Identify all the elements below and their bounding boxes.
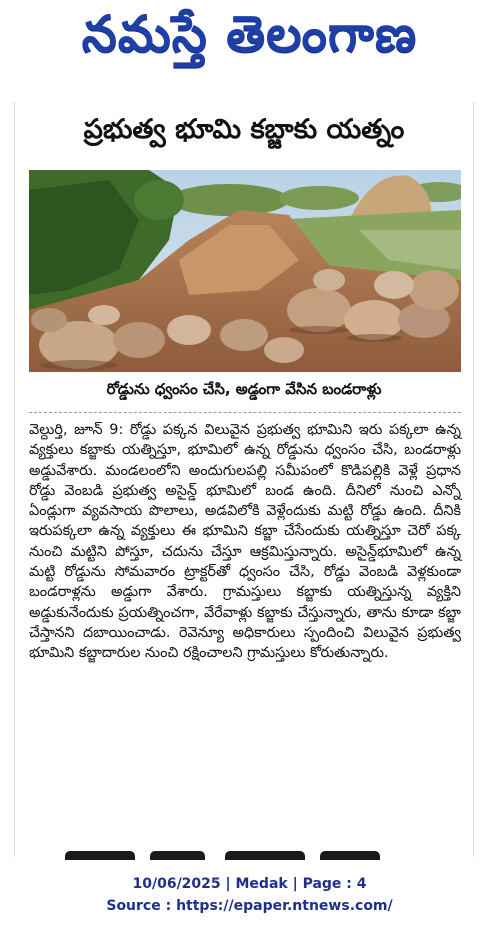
article-headline: ప్రభుత్వ భూమి కబ్జాకు యత్నం bbox=[83, 114, 405, 145]
next-headline-cutoff bbox=[55, 846, 415, 860]
caption-divider bbox=[29, 412, 461, 413]
masthead bbox=[0, 0, 499, 80]
article-clipping bbox=[14, 102, 474, 857]
newspaper-title: నమస్తే తెలంగాణ bbox=[81, 4, 418, 63]
article-body bbox=[29, 420, 461, 664]
source-url: Source : https://epaper.ntnews.com/ bbox=[106, 898, 393, 914]
source-footer bbox=[0, 873, 499, 917]
road-boulders-photo bbox=[29, 170, 461, 372]
date-edition-page: 10/06/2025 | Medak | Page : 4 bbox=[132, 876, 367, 892]
article-photo bbox=[29, 170, 461, 372]
article-paragraph: వెల్దుర్తి, జూన్ 9: రోడ్డు పక్కన విలువైన ప్రభుత్వ భూమిని ఇరు పక్కలా ఉన్న వ్యక్తులు కబ్జాకు యత్నిస్తూ, భూమిలో ఉన్న రోడ్డును ధ్వంసం చేసి, బండరాళ్లు అడ్డువేశారు. మండలంలోని అందుగులపల్లి సమీపంలో కొడిపల్లికి వెళ్లే ప్రధాన రోడ్డు వెంబడి ప్రభుత్వ అసైన్డ్ భూమిలో బండ ఉంది. దీనిలో నుంచి ఎన్నో ఏండ్లుగా వ్యవసాయ పొలాలు, అడవిలోకి వెళ్లేందుకు మట్టి రోడ్డు ఉంది. దీనికి ఇరుపక్కలా ఉన్న వ్యక్తులు ఈ భూమిని కబ్జా చేసేందుకు యత్నిస్తూ చెరో పక్క నుంచి మట్టిని పోస్తూ, చదును చేస్తూ ఆక్రమిస్తున్నారు. అసైన్డ్‌భూమిలో ఉన్న మట్టి రోడ్డును సోమవారం ట్రాక్టర్‌తో ధ్వంసం చేసి, రోడ్డు వెంబడి వెళ్లకుండా బండరాళ్లను అడ్డుగా వేశారు. గ్రామస్తులు కబ్జాకు యత్నిస్తున్న వ్యక్తిని అడ్డుకునేందుకు ప్రయత్నించగా, వేరేవాళ్లు కబ్జాకు చేస్తున్నారు, తాను కూడా కబ్జా చేస్తానని దబాయించాడు. రెవెన్యూ అధికారులు స్పందించి విలువైన ప్రభుత్వ భూమిని కబ్జాదారుల నుంచి రక్షించాలని గ్రామస్తులు కోరుతున్నారు. bbox=[29, 422, 461, 662]
photo-caption: రోడ్డును ధ్వంసం చేసి, అడ్డంగా వేసిన బండరాళ్లు bbox=[106, 380, 382, 398]
